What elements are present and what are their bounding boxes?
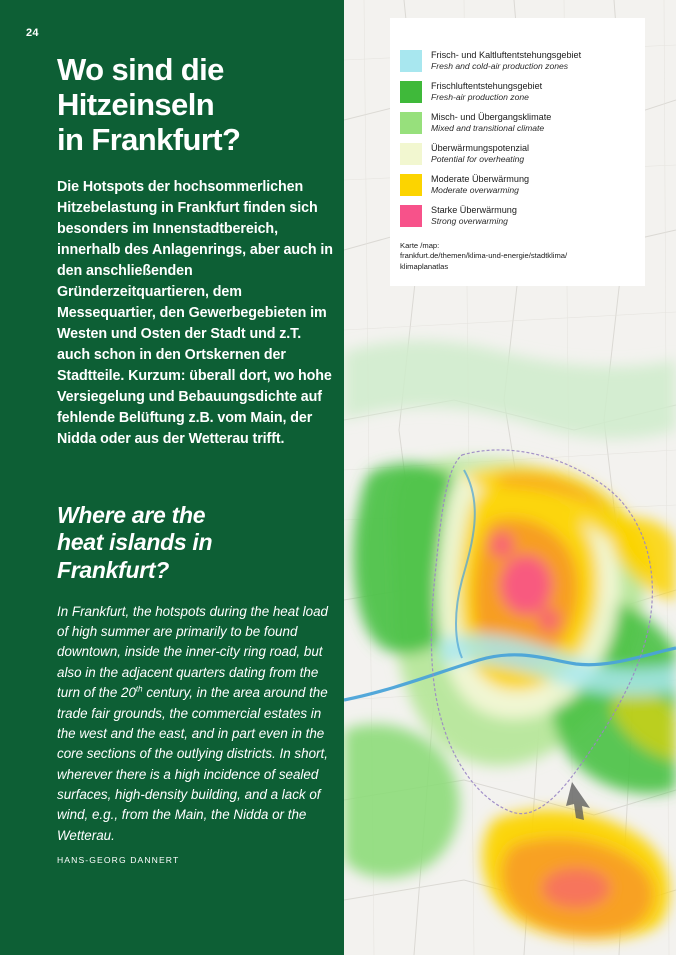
legend-item bbox=[400, 50, 635, 72]
legend-label-en: Mixed and transitional climate bbox=[431, 123, 545, 134]
map-column bbox=[344, 0, 676, 955]
legend-item bbox=[400, 174, 635, 196]
legend-label-en: Fresh and cold-air production zones bbox=[431, 61, 569, 72]
legend-label-de: Moderate Überwärmung bbox=[431, 174, 530, 184]
legend-swatch bbox=[400, 143, 422, 165]
headline-german bbox=[57, 52, 345, 157]
legend-item bbox=[400, 81, 635, 103]
map-source-line: frankfurt.de/themen/klima-und-energie/stadtklima/ bbox=[400, 251, 568, 261]
map-source-note bbox=[400, 241, 635, 272]
author-byline: HANS-GEORG DANNERT bbox=[57, 855, 180, 866]
legend-label-en: Fresh-air production zone bbox=[431, 92, 529, 103]
legend-swatch bbox=[400, 50, 422, 72]
headline-german-line-2: Hitzeinseln bbox=[57, 87, 215, 123]
body-text-english-part1: In Frankfurt, the hotspots during the heat load of high summer are primarily to be found downtown, inside the inner-city ring road, but also in the adjacent quarters dating from the turn of the 20 bbox=[57, 603, 328, 701]
legend-label-de: Misch- und Übergangsklimate bbox=[431, 112, 552, 122]
map-source-line: Karte /map: bbox=[400, 241, 440, 250]
article-content bbox=[57, 52, 345, 865]
legend-label-de: Starke Überwärmung bbox=[431, 205, 517, 215]
legend-label-de: Frischluftentstehungsgebiet bbox=[431, 81, 543, 91]
legend-label-de: Überwärmungspotenzial bbox=[431, 143, 530, 153]
headline-english bbox=[57, 502, 307, 583]
legend-swatch bbox=[400, 81, 422, 103]
legend-label-en: Strong overwarming bbox=[431, 216, 508, 227]
body-text-english-part2: century, in the area around the trade fair grounds, the commercial estates in the west and the east, and in part even in the core sections of the outlying districts. In short, wherever there is a high incidence of sealed surfaces, high-density building, and a lack of wind, e.g., from the Main, the Nidda or the Wetterau. bbox=[57, 685, 328, 843]
body-text-english bbox=[57, 602, 342, 847]
legend-swatch bbox=[400, 174, 422, 196]
legend-label-en: Moderate overwarming bbox=[431, 185, 519, 196]
legend-item bbox=[400, 112, 635, 134]
legend-item bbox=[400, 205, 635, 227]
map-legend bbox=[390, 18, 645, 286]
headline-english-line-3: Frankfurt? bbox=[57, 556, 170, 583]
body-text-english-ordinal: th bbox=[135, 684, 143, 694]
headline-english-line-1: Where are the bbox=[57, 502, 206, 529]
body-text-german: Die Hotspots der hochsommerlichen Hitzebelastung in Frankfurt finden sich besonders im Innenstadtbereich, innerhalb des Anlagenrings, aber auch in den anschließenden Gründerzeitquartieren, dem Messequartier, den Gewerbegebieten im Westen und Osten der Stadt und z.T. auch schon in den Ortskernen der Stadtteile. Kurzum: überall dort, wo hohe Versiegelung und Bebauungsdichte auf fehlende Belüftung z.B. vom Main, der Nidda oder aus der Wetterau trifft. bbox=[57, 179, 333, 448]
headline-german-line-1: Wo sind die bbox=[57, 52, 224, 87]
legend-swatch bbox=[400, 205, 422, 227]
headline-english-line-2: heat islands in bbox=[57, 529, 213, 556]
page-number: 24 bbox=[26, 27, 39, 39]
map-source-line: klimaplanatlas bbox=[400, 261, 449, 271]
headline-german-line-3: in Frankfurt? bbox=[57, 122, 241, 158]
legend-swatch bbox=[400, 112, 422, 134]
legend-label-en: Potential for overheating bbox=[431, 154, 525, 165]
legend-label-de: Frisch- und Kaltluftentstehungsgebiet bbox=[431, 50, 582, 60]
legend-item bbox=[400, 143, 635, 165]
